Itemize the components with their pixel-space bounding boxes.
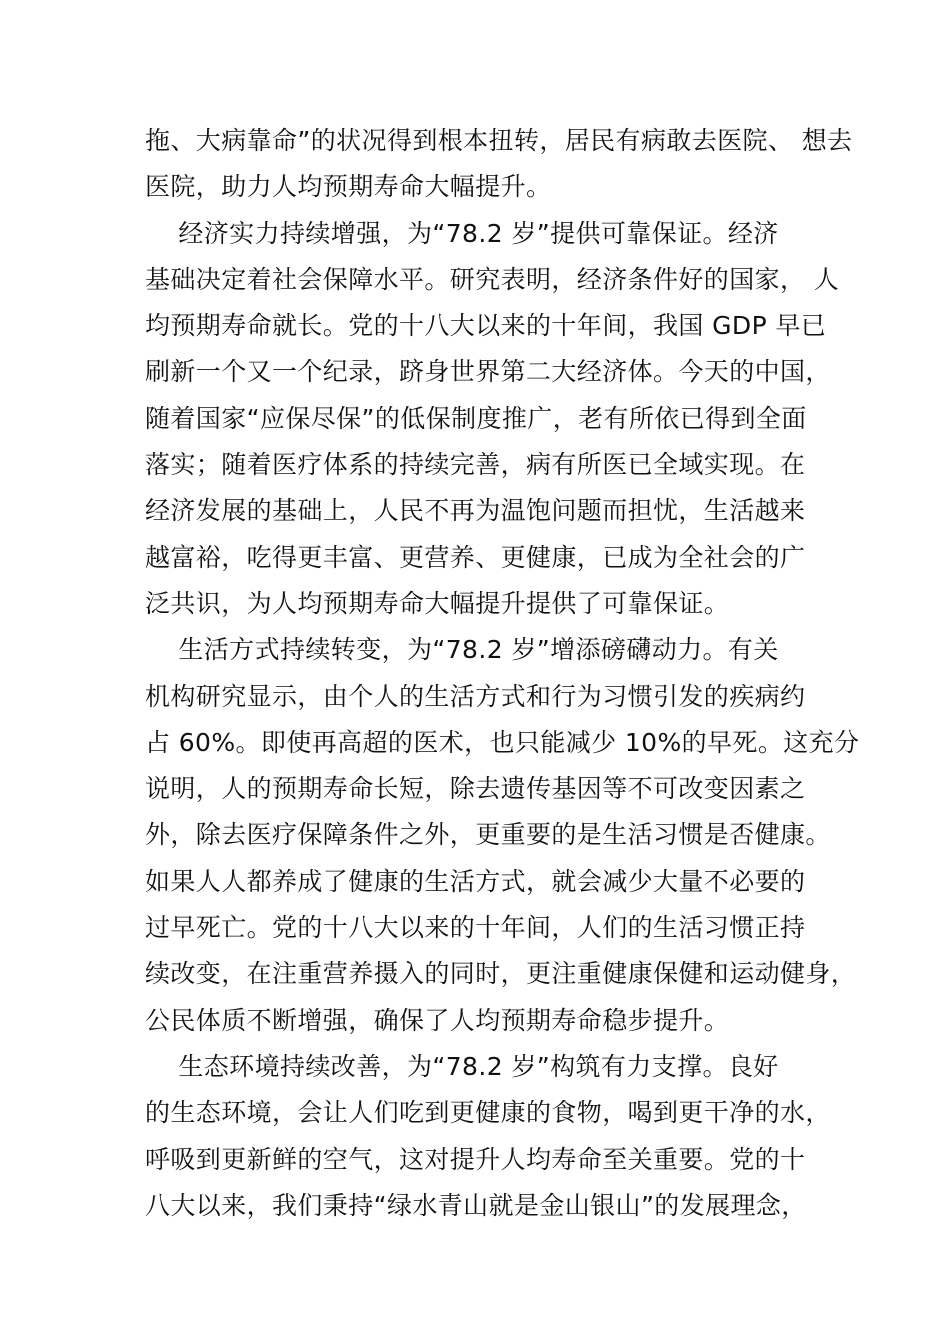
text-line: 落实；随着医疗体系的持续完善，病有所医已全域实现。在 (145, 450, 806, 480)
text-line: 均预期寿命就长。党的十八大以来的十年间，我国 GDP 早已 (145, 311, 827, 341)
text-line: 说明，人的预期寿命长短，除去遗传基因等不可改变因素之 (145, 774, 806, 804)
text-line: 泛共识，为人均预期寿命大幅提升提供了可靠保证。 (145, 588, 730, 618)
text-line: 占 60%。即使再高超的医术，也只能减少 10%的早死。这充分 (145, 727, 860, 757)
text-line: 生活方式持续转变，为“78.2 岁”增添磅礴动力。有关 (145, 635, 779, 665)
text-line: 经济实力持续增强，为“78.2 岁”提供可靠保证。经济 (145, 218, 779, 248)
body-text (145, 118, 860, 1229)
text-line: 机构研究显示，由个人的生活方式和行为习惯引发的疾病约 (145, 681, 806, 711)
text-line: 医院，助力人均预期寿命大幅提升。 (145, 172, 552, 202)
text-line: 公民体质不断增强，确保了人均预期寿命稳步提升。 (145, 1005, 730, 1035)
text-line: 过早死亡。党的十八大以来的十年间，人们的生活习惯正持 (145, 913, 806, 943)
text-line: 越富裕，吃得更丰富、更营养、更健康，已成为全社会的广 (145, 542, 806, 572)
text-line: 呼吸到更新鲜的空气，这对提升人均寿命至关重要。党的十 (145, 1144, 806, 1174)
text-line: 如果人人都养成了健康的生活方式，就会减少大量不必要的 (145, 866, 806, 896)
text-line: 基础决定着社会保障水平。研究表明，经济条件好的国家， 人 (145, 264, 840, 294)
text-line: 随着国家“应保尽保”的低保制度推广，老有所依已得到全面 (145, 403, 807, 433)
text-line: 经济发展的基础上，人民不再为温饱问题而担忧，生活越来 (145, 496, 806, 526)
text-line: 八大以来，我们秉持“绿水青山就是金山银山”的发展理念， (145, 1190, 807, 1220)
text-line: 生态环境持续改善，为“78.2 岁”构筑有力支撑。良好 (145, 1051, 779, 1081)
text-line: 的生态环境，会让人们吃到更健康的食物，喝到更干净的水， (145, 1098, 831, 1128)
text-line: 拖、大病靠命”的状况得到根本扭转，居民有病敢去医院、 想去 (145, 126, 853, 155)
text-line: 刷新一个又一个纪录，跻身世界第二大经济体。今天的中国， (145, 357, 831, 387)
text-line: 续改变，在注重营养摄入的同时，更注重健康保健和运动健身， (145, 959, 857, 989)
text-line: 外，除去医疗保障条件之外，更重要的是生活习惯是否健康。 (145, 820, 831, 850)
